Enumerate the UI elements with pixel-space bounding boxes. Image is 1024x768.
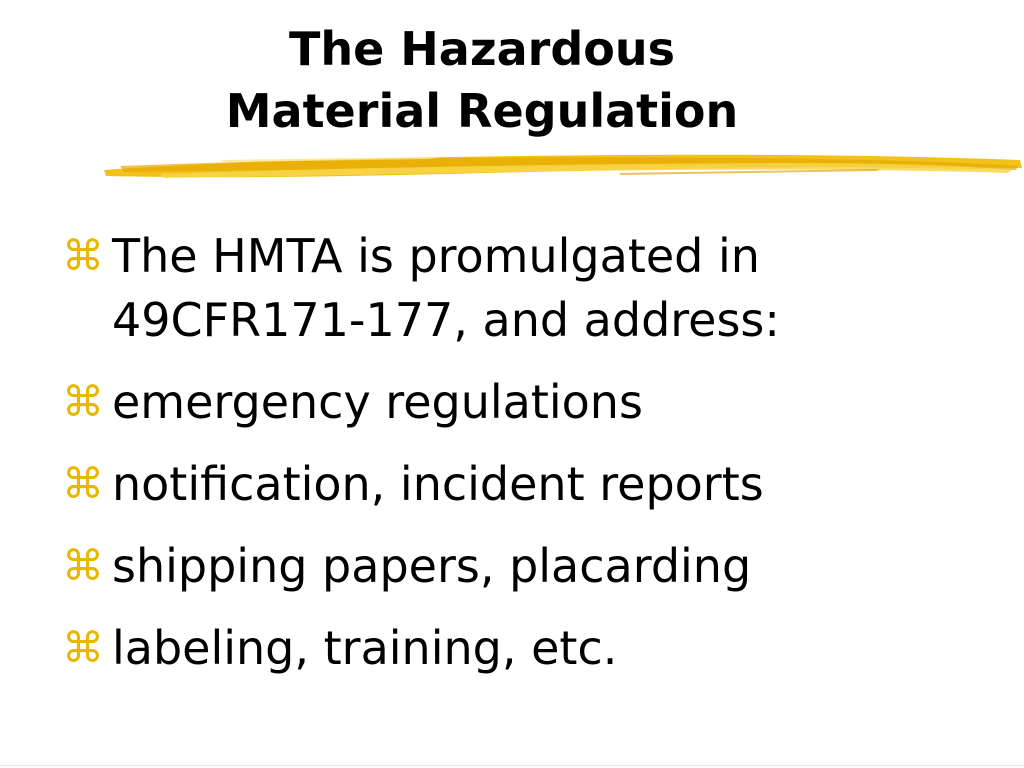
place-of-interest-icon: ⌘ (62, 377, 104, 426)
place-of-interest-icon: ⌘ (62, 541, 104, 590)
list-item (62, 452, 1002, 516)
list-item (62, 370, 1002, 434)
list-item (62, 616, 1002, 680)
slide-bottom-divider (0, 765, 1024, 766)
bullet-text: labeling, training, etc. (112, 621, 618, 675)
bullet-list (62, 224, 1002, 698)
title-line-2: Material Regulation (225, 84, 739, 138)
bullet-text: The HMTA is promulgated in 49CFR171-177, and address: (112, 229, 780, 347)
title-line-1: The Hazardous (288, 22, 676, 76)
place-of-interest-icon: ⌘ (62, 231, 104, 280)
place-of-interest-icon: ⌘ (62, 623, 104, 672)
place-of-interest-icon: ⌘ (62, 459, 104, 508)
bullet-text: notification, incident reports (112, 457, 764, 511)
list-item (62, 534, 1002, 598)
slide-title (0, 18, 964, 142)
title-underline-brushstroke (100, 146, 1024, 192)
bullet-text: shipping papers, placarding (112, 539, 752, 593)
bullet-text: emergency regulations (112, 375, 643, 429)
list-item (62, 224, 1002, 352)
